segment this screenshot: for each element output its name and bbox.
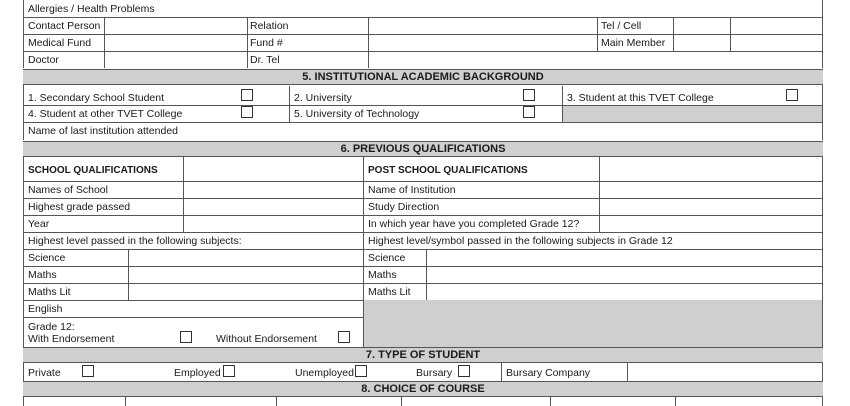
employed-label: Employed bbox=[174, 367, 221, 379]
university-checkbox[interactable] bbox=[523, 89, 535, 101]
col-divider bbox=[401, 397, 402, 406]
without-endorsement-checkbox[interactable] bbox=[338, 331, 350, 343]
section-5-header: 5. INSTITUTIONAL ACADEMIC BACKGROUND bbox=[23, 69, 823, 85]
col-divider bbox=[730, 17, 731, 51]
border-right bbox=[822, 157, 823, 347]
col-divider bbox=[501, 363, 502, 381]
highest-level-label: Highest level passed in the following subjects: bbox=[28, 235, 242, 247]
private-checkbox[interactable] bbox=[82, 365, 94, 377]
medical-fund-field[interactable] bbox=[105, 35, 247, 51]
post-maths-label: Maths bbox=[368, 269, 397, 281]
without-endorsement-label: Without Endorsement bbox=[216, 333, 317, 345]
medical-fund-label: Medical Fund bbox=[28, 37, 92, 49]
tel-cell-label: Tel / Cell bbox=[601, 20, 642, 32]
year-label: Year bbox=[28, 218, 50, 230]
relation-field[interactable] bbox=[369, 18, 597, 34]
maths-field[interactable] bbox=[129, 267, 363, 283]
border-left bbox=[23, 363, 24, 381]
english-label: English bbox=[28, 303, 63, 315]
grade12-year-label: In which year have you completed Grade 12? bbox=[368, 218, 580, 230]
this-tvet-label: 3. Student at this TVET College bbox=[567, 92, 714, 104]
bursary-checkbox[interactable] bbox=[458, 365, 470, 377]
col-divider bbox=[289, 86, 290, 122]
allergies-label: Allergies / Health Problems bbox=[28, 3, 155, 15]
highest-symbol-label: Highest level/symbol passed in the following subjects in Grade 12 bbox=[368, 235, 673, 247]
border-left bbox=[23, 157, 24, 347]
maths-lit-label: Maths Lit bbox=[28, 286, 71, 298]
border-right bbox=[822, 85, 823, 140]
col-divider bbox=[597, 17, 598, 51]
main-member-field[interactable] bbox=[674, 35, 730, 51]
employed-checkbox[interactable] bbox=[223, 365, 235, 377]
with-endorsement-checkbox[interactable] bbox=[180, 331, 192, 343]
col-divider bbox=[125, 397, 126, 406]
post-school-qualifications-heading: POST SCHOOL QUALIFICATIONS bbox=[368, 165, 528, 176]
unemployed-label: Unemployed bbox=[295, 367, 354, 379]
maths-label: Maths bbox=[28, 269, 57, 281]
university-label: 2. University bbox=[294, 92, 352, 104]
bursary-company-label: Bursary Company bbox=[506, 367, 591, 379]
contact-person-field[interactable] bbox=[105, 18, 247, 34]
border-left bbox=[23, 397, 24, 406]
section-6-header: 6. PREVIOUS QUALIFICATIONS bbox=[23, 141, 823, 157]
fund-number-field[interactable] bbox=[369, 35, 597, 51]
bursary-label: Bursary bbox=[416, 367, 453, 379]
doctor-field[interactable] bbox=[105, 52, 247, 68]
study-direction-label: Study Direction bbox=[368, 201, 440, 213]
col-divider bbox=[247, 17, 248, 68]
doctor-label: Doctor bbox=[28, 54, 59, 66]
post-science-label: Science bbox=[368, 252, 406, 264]
names-of-school-label: Names of School bbox=[28, 184, 108, 196]
study-direction-field[interactable] bbox=[600, 199, 822, 215]
row-divider bbox=[23, 232, 823, 233]
last-institution-field[interactable] bbox=[183, 123, 822, 139]
name-of-institution-label: Name of Institution bbox=[368, 184, 456, 196]
relation-label: Relation bbox=[250, 20, 289, 32]
name-of-institution-field[interactable] bbox=[600, 182, 822, 198]
highest-grade-field[interactable] bbox=[184, 199, 363, 215]
application-form bbox=[23, 0, 823, 406]
secondary-school-checkbox[interactable] bbox=[241, 89, 253, 101]
post-maths-lit-field[interactable] bbox=[427, 284, 822, 300]
highest-grade-label: Highest grade passed bbox=[28, 201, 131, 213]
science-field[interactable] bbox=[129, 250, 363, 266]
this-tvet-checkbox[interactable] bbox=[786, 89, 798, 101]
maths-lit-field[interactable] bbox=[129, 284, 363, 300]
grade12-label: Grade 12: bbox=[28, 321, 75, 333]
secondary-school-label: 1. Secondary School Student bbox=[28, 92, 165, 104]
section-8-header: 8. CHOICE OF COURSE bbox=[23, 381, 823, 397]
names-of-school-field[interactable] bbox=[184, 182, 363, 198]
section-7-header: 7. TYPE OF STUDENT bbox=[23, 347, 823, 363]
english-field[interactable] bbox=[83, 301, 363, 317]
fund-number-label: Fund # bbox=[250, 37, 283, 49]
unemployed-checkbox[interactable] bbox=[355, 365, 367, 377]
border-left bbox=[23, 85, 24, 140]
border-right bbox=[822, 363, 823, 381]
university-of-technology-checkbox[interactable] bbox=[523, 106, 535, 118]
allergies-field[interactable] bbox=[183, 1, 822, 17]
with-endorsement-label: With Endorsement bbox=[28, 333, 115, 345]
col-divider bbox=[675, 397, 676, 406]
post-maths-lit-label: Maths Lit bbox=[368, 286, 411, 298]
grade12-year-field[interactable] bbox=[600, 216, 822, 232]
col-divider bbox=[276, 397, 277, 406]
post-maths-field[interactable] bbox=[427, 267, 822, 283]
private-label: Private bbox=[28, 367, 61, 379]
other-tvet-checkbox[interactable] bbox=[241, 106, 253, 118]
science-label: Science bbox=[28, 252, 66, 264]
doctor-tel-label: Dr. Tel bbox=[250, 54, 280, 66]
doctor-tel-field[interactable] bbox=[369, 52, 822, 68]
tel-cell-field[interactable] bbox=[674, 18, 730, 34]
other-tvet-label: 4. Student at other TVET College bbox=[28, 108, 183, 120]
year-field[interactable] bbox=[184, 216, 363, 232]
row-divider bbox=[23, 317, 364, 318]
shaded-cell bbox=[563, 106, 822, 122]
last-institution-label: Name of last institution attended bbox=[28, 125, 179, 137]
post-science-field[interactable] bbox=[427, 250, 822, 266]
border-right bbox=[822, 397, 823, 406]
bursary-company-field[interactable] bbox=[628, 364, 822, 380]
school-qualifications-heading: SCHOOL QUALIFICATIONS bbox=[28, 165, 158, 176]
contact-person-label: Contact Person bbox=[28, 20, 101, 32]
shaded-cell bbox=[364, 300, 822, 347]
col-divider bbox=[550, 397, 551, 406]
main-member-label: Main Member bbox=[601, 37, 666, 49]
university-of-technology-label: 5. University of Technology bbox=[294, 108, 420, 120]
